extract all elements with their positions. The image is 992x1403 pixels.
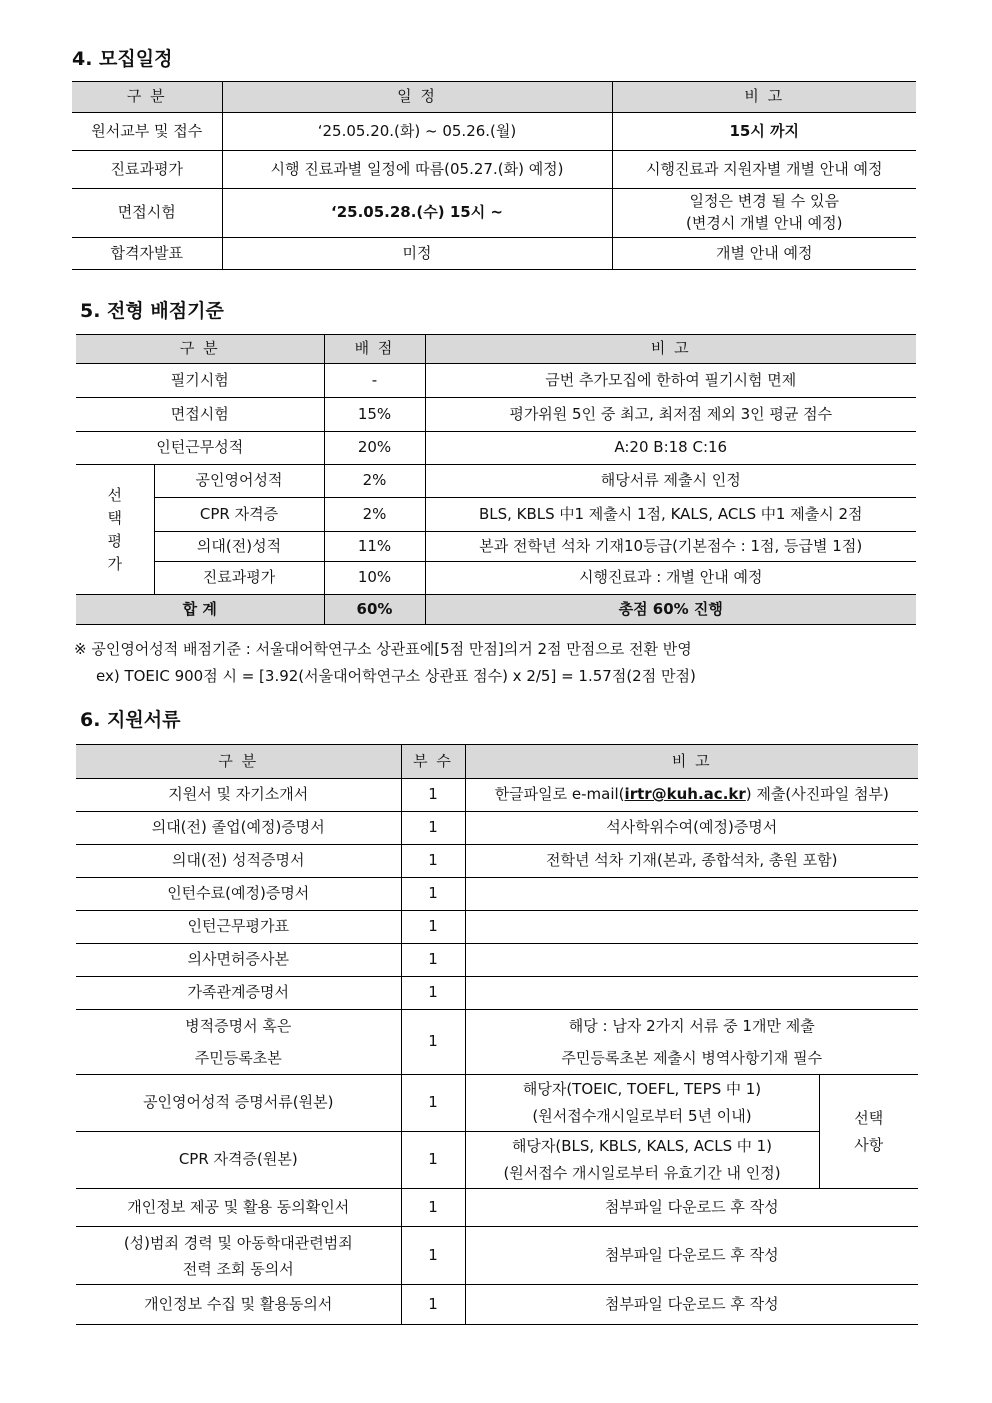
group-label-cell xyxy=(76,465,154,595)
cell: 인턴수료(예정)증명서 xyxy=(76,878,401,911)
cell: 개인정보 제공 및 활용 동의확인서 xyxy=(76,1189,401,1227)
table-row xyxy=(76,944,918,977)
header-remarks: 비 고 xyxy=(465,745,918,779)
table-row xyxy=(76,1132,918,1189)
cell: 전학년 석차 기재(본과, 종합석차, 총원 포함) xyxy=(465,845,918,878)
header-copies: 부 수 xyxy=(401,745,465,779)
cell: 총점 60% 진행 xyxy=(425,595,916,625)
table-header-row xyxy=(76,335,916,364)
email-link[interactable]: irtr@kuh.ac.kr xyxy=(624,785,746,804)
total-row xyxy=(76,595,916,625)
cell: 시행진료과 : 개별 안내 예정 xyxy=(425,562,916,595)
cell-line: 선택 xyxy=(854,1108,884,1127)
cell: 개인정보 수집 및 활용동의서 xyxy=(76,1285,401,1325)
group-label-char: 선 xyxy=(107,485,122,504)
cell: 11% xyxy=(324,532,425,562)
cell: 15시 까지 xyxy=(612,113,916,151)
table-row xyxy=(72,189,916,238)
cell-line: 사항 xyxy=(854,1135,884,1154)
cell-line: 주민등록초본 xyxy=(194,1049,282,1067)
cell: 1 xyxy=(401,1132,465,1189)
cell xyxy=(465,1010,918,1075)
cell: 금번 추가모집에 한하여 필기시험 면제 xyxy=(425,364,916,398)
table-row xyxy=(76,1227,918,1285)
section-4-title: 4. 모집일정 xyxy=(72,48,173,70)
text-part: 한글파일로 e-mail( xyxy=(494,785,625,804)
cell-line: 주민등록초본 제출시 병역사항기재 필수 xyxy=(561,1049,823,1067)
cell: - xyxy=(324,364,425,398)
cell-line: (변경시 개별 안내 예정) xyxy=(686,214,843,232)
cell: 공인영어성적 xyxy=(154,465,324,498)
cell xyxy=(465,779,918,812)
cell: 15% xyxy=(324,398,425,432)
cell xyxy=(465,1132,819,1189)
cell: 의대(전)성적 xyxy=(154,532,324,562)
cell: 20% xyxy=(324,432,425,465)
table-row xyxy=(76,532,916,562)
select-label-cell xyxy=(819,1075,918,1189)
table-row xyxy=(76,878,918,911)
cell: CPR 자격증 xyxy=(154,498,324,532)
cell xyxy=(465,878,918,911)
cell-line: (원서접수개시일로부터 5년 이내) xyxy=(532,1107,752,1125)
cell: 1 xyxy=(401,1227,465,1285)
cell: A:20 B:18 C:16 xyxy=(425,432,916,465)
header-schedule: 일 정 xyxy=(222,82,612,113)
cell: 원서교부 및 접수 xyxy=(72,113,222,151)
table-row xyxy=(76,398,916,432)
cell: 2% xyxy=(324,498,425,532)
cell: 2% xyxy=(324,465,425,498)
cell: 1 xyxy=(401,812,465,845)
table-row xyxy=(76,812,918,845)
cell: 의사면허증사본 xyxy=(76,944,401,977)
header-category: 구 분 xyxy=(76,335,324,364)
scoring-example: ex) TOEIC 900점 시 = [3.92(서울대어학연구소 상관표 점수) x 2/5] = 1.57점(2점 만점) xyxy=(96,667,696,685)
cell: 시행 진료과별 일정에 따름(05.27.(화) 예정) xyxy=(222,151,612,189)
cell-line: 해당자(TOEIC, TOEFL, TEPS 中 1) xyxy=(522,1080,762,1098)
table-row xyxy=(76,977,918,1010)
table-header-row xyxy=(76,745,918,779)
cell-line: (원서접수 개시일로부터 유효기간 내 인정) xyxy=(503,1164,781,1182)
cell xyxy=(465,911,918,944)
section-5-title: 5. 전형 배점기준 xyxy=(80,300,224,322)
text-part: ) 제출(사진파일 첨부) xyxy=(745,785,889,804)
table-row xyxy=(76,845,918,878)
table-row xyxy=(76,465,916,498)
cell: 진료과평가 xyxy=(154,562,324,595)
documents-table xyxy=(76,744,918,1325)
cell-line: 병적증명서 혹은 xyxy=(185,1017,292,1035)
table-header-row xyxy=(72,82,916,113)
cell: 본과 전학년 석차 기재10등급(기본점수 : 1점, 등급별 1점) xyxy=(425,532,916,562)
scoring-note: ※ 공인영어성적 배점기준 : 서울대어학연구소 상관표에[5점 만점]의거 2점 만점으로 전환 반영 xyxy=(74,640,692,658)
table-row xyxy=(76,1075,918,1132)
cell: ‘25.05.28.(수) 15시 ~ xyxy=(222,189,612,238)
cell: 첨부파일 다운로드 후 작성 xyxy=(465,1285,918,1325)
cell: 1 xyxy=(401,1075,465,1132)
group-label-char: 택 xyxy=(107,508,122,527)
cell: 진료과평가 xyxy=(72,151,222,189)
cell: 첨부파일 다운로드 후 작성 xyxy=(465,1189,918,1227)
cell: 공인영어성적 증명서류(원본) xyxy=(76,1075,401,1132)
cell xyxy=(465,944,918,977)
cell xyxy=(76,1010,401,1075)
header-remarks: 비 고 xyxy=(612,82,916,113)
cell: 인턴근무성적 xyxy=(76,432,324,465)
cell: 1 xyxy=(401,1189,465,1227)
cell: 1 xyxy=(401,1010,465,1075)
cell: 미정 xyxy=(222,238,612,270)
cell-line: 해당자(BLS, KBLS, KALS, ACLS 中 1) xyxy=(511,1137,773,1155)
table-row xyxy=(72,151,916,189)
cell: BLS, KBLS 中1 제출시 1점, KALS, ACLS 中1 제출시 2점 xyxy=(425,498,916,532)
cell: 합격자발표 xyxy=(72,238,222,270)
cell: 지원서 및 자기소개서 xyxy=(76,779,401,812)
cell: CPR 자격증(원본) xyxy=(76,1132,401,1189)
table-row xyxy=(76,498,916,532)
group-label-char: 가 xyxy=(107,554,122,573)
cell xyxy=(465,977,918,1010)
cell: 석사학위수여(예정)증명서 xyxy=(465,812,918,845)
group-label-char: 평 xyxy=(107,531,122,550)
cell-line: 전력 조회 동의서 xyxy=(182,1259,294,1278)
cell: 시행진료과 지원자별 개별 안내 예정 xyxy=(612,151,916,189)
cell: 1 xyxy=(401,878,465,911)
cell: 면접시험 xyxy=(72,189,222,238)
cell-line: 해당 : 남자 2가지 서류 중 1개만 제출 xyxy=(568,1017,815,1035)
table-row xyxy=(72,113,916,151)
cell: 60% xyxy=(324,595,425,625)
cell: 1 xyxy=(401,845,465,878)
cell: 의대(전) 성적증명서 xyxy=(76,845,401,878)
cell: 10% xyxy=(324,562,425,595)
header-remarks: 비 고 xyxy=(425,335,916,364)
table-row xyxy=(76,1010,918,1075)
scoring-table xyxy=(76,334,916,625)
cell: 필기시험 xyxy=(76,364,324,398)
cell: 평가위원 5인 중 최고, 최저점 제외 3인 평균 점수 xyxy=(425,398,916,432)
cell xyxy=(612,189,916,238)
cell: ‘25.05.20.(화) ~ 05.26.(월) xyxy=(222,113,612,151)
cell: 첨부파일 다운로드 후 작성 xyxy=(465,1227,918,1285)
cell: 해당서류 제출시 인정 xyxy=(425,465,916,498)
schedule-table xyxy=(72,81,916,270)
header-score: 배 점 xyxy=(324,335,425,364)
cell: 면접시험 xyxy=(76,398,324,432)
table-row xyxy=(76,1285,918,1325)
table-row xyxy=(76,1189,918,1227)
cell: 의대(전) 졸업(예정)증명서 xyxy=(76,812,401,845)
table-row xyxy=(76,364,916,398)
table-row xyxy=(76,911,918,944)
cell: 합 계 xyxy=(76,595,324,625)
header-category: 구 분 xyxy=(76,745,401,779)
section-6-title: 6. 지원서류 xyxy=(80,709,181,731)
table-row xyxy=(76,562,916,595)
cell: 1 xyxy=(401,944,465,977)
table-row xyxy=(76,432,916,465)
header-category: 구 분 xyxy=(72,82,222,113)
cell: 인턴근무평가표 xyxy=(76,911,401,944)
cell-line: (성)범죄 경력 및 아동학대관련범죄 xyxy=(123,1233,353,1252)
cell: 개별 안내 예정 xyxy=(612,238,916,270)
table-row xyxy=(72,238,916,270)
cell xyxy=(76,1227,401,1285)
cell-line: 일정은 변경 될 수 있음 xyxy=(689,192,839,211)
cell: 1 xyxy=(401,977,465,1010)
cell: 가족관계증명서 xyxy=(76,977,401,1010)
cell: 1 xyxy=(401,1285,465,1325)
cell: 1 xyxy=(401,911,465,944)
cell xyxy=(465,1075,819,1132)
table-row xyxy=(76,779,918,812)
cell: 1 xyxy=(401,779,465,812)
